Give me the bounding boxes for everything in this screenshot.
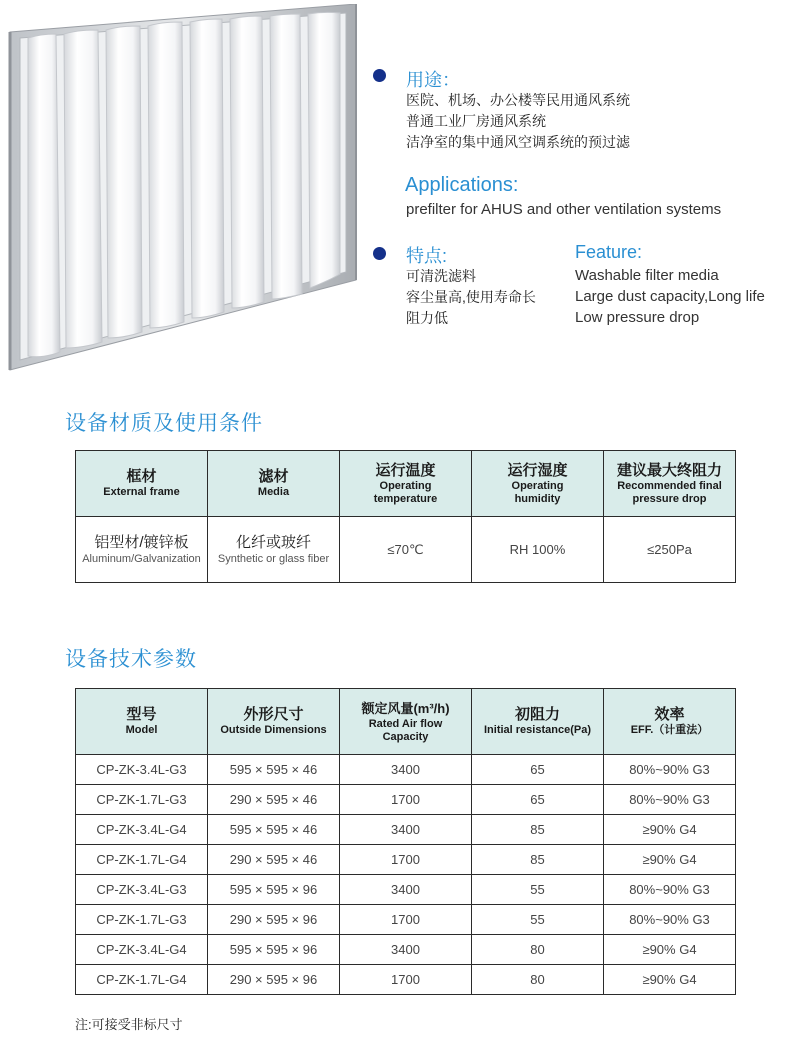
applications-heading: Applications: — [405, 174, 519, 196]
dimensions-cell: 595 × 595 × 46 — [208, 815, 340, 845]
technical-section-title: 设备技术参数 — [65, 648, 197, 671]
header-cell: 建议最大终阻力 Recommended final pressure drop — [604, 451, 736, 517]
features-cn-line: 可清洗滤料 — [406, 268, 476, 284]
header-cell: 初阻力 Initial resistance(Pa) — [472, 689, 604, 755]
model-cell: CP-ZK-3.4L-G4 — [76, 815, 208, 845]
resistance-cell: 85 — [472, 815, 604, 845]
table-row — [76, 815, 736, 845]
header-cell: 运行湿度 Operating humidity — [472, 451, 604, 517]
resistance-cell: 55 — [472, 875, 604, 905]
features-cn-line: 阻力低 — [406, 310, 448, 326]
header-cell: 额定风量(m³/h) Rated Air flow Capacity — [340, 689, 472, 755]
airflow-cell: 1700 — [340, 905, 472, 935]
dimensions-cell: 290 × 595 × 46 — [208, 845, 340, 875]
features-en-line: Washable filter media — [575, 267, 719, 284]
resistance-cell: 85 — [472, 845, 604, 875]
table-row — [76, 935, 736, 965]
airflow-cell: 3400 — [340, 935, 472, 965]
header-cell: 效率 EFF.（计重法） — [604, 689, 736, 755]
media-cell: 化纤或玻纤 Synthetic or glass fiber — [208, 517, 340, 583]
features-en-line: Large dust capacity,Long life — [575, 288, 765, 305]
applications-text: prefilter for AHUS and other ventilation systems — [406, 201, 722, 218]
technical-header-row — [76, 689, 736, 755]
resistance-cell: 55 — [472, 905, 604, 935]
model-cell: CP-ZK-1.7L-G3 — [76, 785, 208, 815]
dimensions-cell: 290 × 595 × 96 — [208, 905, 340, 935]
efficiency-cell: ≥90% G4 — [604, 845, 736, 875]
efficiency-cell: ≥90% G4 — [604, 965, 736, 995]
efficiency-cell: ≥90% G4 — [604, 935, 736, 965]
table-row — [76, 905, 736, 935]
technical-table — [75, 688, 736, 995]
header-cell: 框材 External frame — [76, 451, 208, 517]
usage-line: 医院、机场、办公楼等民用通风系统 — [406, 92, 630, 108]
materials-data-row — [76, 517, 736, 583]
efficiency-cell: 80%~90% G3 — [604, 785, 736, 815]
resistance-cell: 65 — [472, 755, 604, 785]
usage-heading: 用途： — [406, 70, 460, 90]
header-cell: 滤材 Media — [208, 451, 340, 517]
model-cell: CP-ZK-1.7L-G4 — [76, 965, 208, 995]
usage-line: 洁净室的集中通风空调系统的预过滤 — [406, 134, 630, 150]
model-cell: CP-ZK-3.4L-G4 — [76, 935, 208, 965]
note-text: 注:可接受非标尺寸 — [75, 1017, 183, 1032]
airflow-cell: 3400 — [340, 875, 472, 905]
model-cell: CP-ZK-3.4L-G3 — [76, 755, 208, 785]
features-en-line: Low pressure drop — [575, 309, 700, 326]
features-bullet-icon — [373, 247, 386, 260]
header-cell: 型号 Model — [76, 689, 208, 755]
features-en-heading: Feature: — [575, 242, 643, 262]
table-row — [76, 845, 736, 875]
airflow-cell: 3400 — [340, 815, 472, 845]
header-cell: 外形尺寸 Outside Dimensions — [208, 689, 340, 755]
model-cell: CP-ZK-1.7L-G4 — [76, 845, 208, 875]
features-cn-line: 容尘量高,使用寿命长 — [406, 289, 536, 305]
airflow-cell: 3400 — [340, 755, 472, 785]
table-row — [76, 755, 736, 785]
materials-table — [75, 450, 736, 583]
table-row — [76, 785, 736, 815]
resistance-cell: 80 — [472, 935, 604, 965]
panel-filter-image — [6, 4, 362, 376]
dimensions-cell: 595 × 595 × 46 — [208, 755, 340, 785]
usage-line: 普通工业厂房通风系统 — [406, 113, 546, 129]
features-cn-heading: 特点: — [406, 246, 448, 266]
dimensions-cell: 595 × 595 × 96 — [208, 875, 340, 905]
dimensions-cell: 290 × 595 × 46 — [208, 785, 340, 815]
airflow-cell: 1700 — [340, 845, 472, 875]
pressure-cell: ≤250Pa — [604, 517, 736, 583]
airflow-cell: 1700 — [340, 785, 472, 815]
materials-header-row — [76, 451, 736, 517]
efficiency-cell: 80%~90% G3 — [604, 905, 736, 935]
dimensions-cell: 595 × 595 × 96 — [208, 935, 340, 965]
temperature-cell: ≤70℃ — [340, 517, 472, 583]
resistance-cell: 80 — [472, 965, 604, 995]
resistance-cell: 65 — [472, 785, 604, 815]
materials-section-title: 设备材质及使用条件 — [65, 412, 263, 435]
model-cell: CP-ZK-1.7L-G3 — [76, 905, 208, 935]
efficiency-cell: 80%~90% G3 — [604, 875, 736, 905]
efficiency-cell: 80%~90% G3 — [604, 755, 736, 785]
humidity-cell: RH 100% — [472, 517, 604, 583]
table-row — [76, 875, 736, 905]
header-cell: 运行温度 Operating temperature — [340, 451, 472, 517]
table-row — [76, 965, 736, 995]
frame-cell: 铝型材/镀锌板 Aluminum/Galvanization — [76, 517, 208, 583]
model-cell: CP-ZK-3.4L-G3 — [76, 875, 208, 905]
airflow-cell: 1700 — [340, 965, 472, 995]
usage-bullet-icon — [373, 69, 386, 82]
dimensions-cell: 290 × 595 × 96 — [208, 965, 340, 995]
efficiency-cell: ≥90% G4 — [604, 815, 736, 845]
